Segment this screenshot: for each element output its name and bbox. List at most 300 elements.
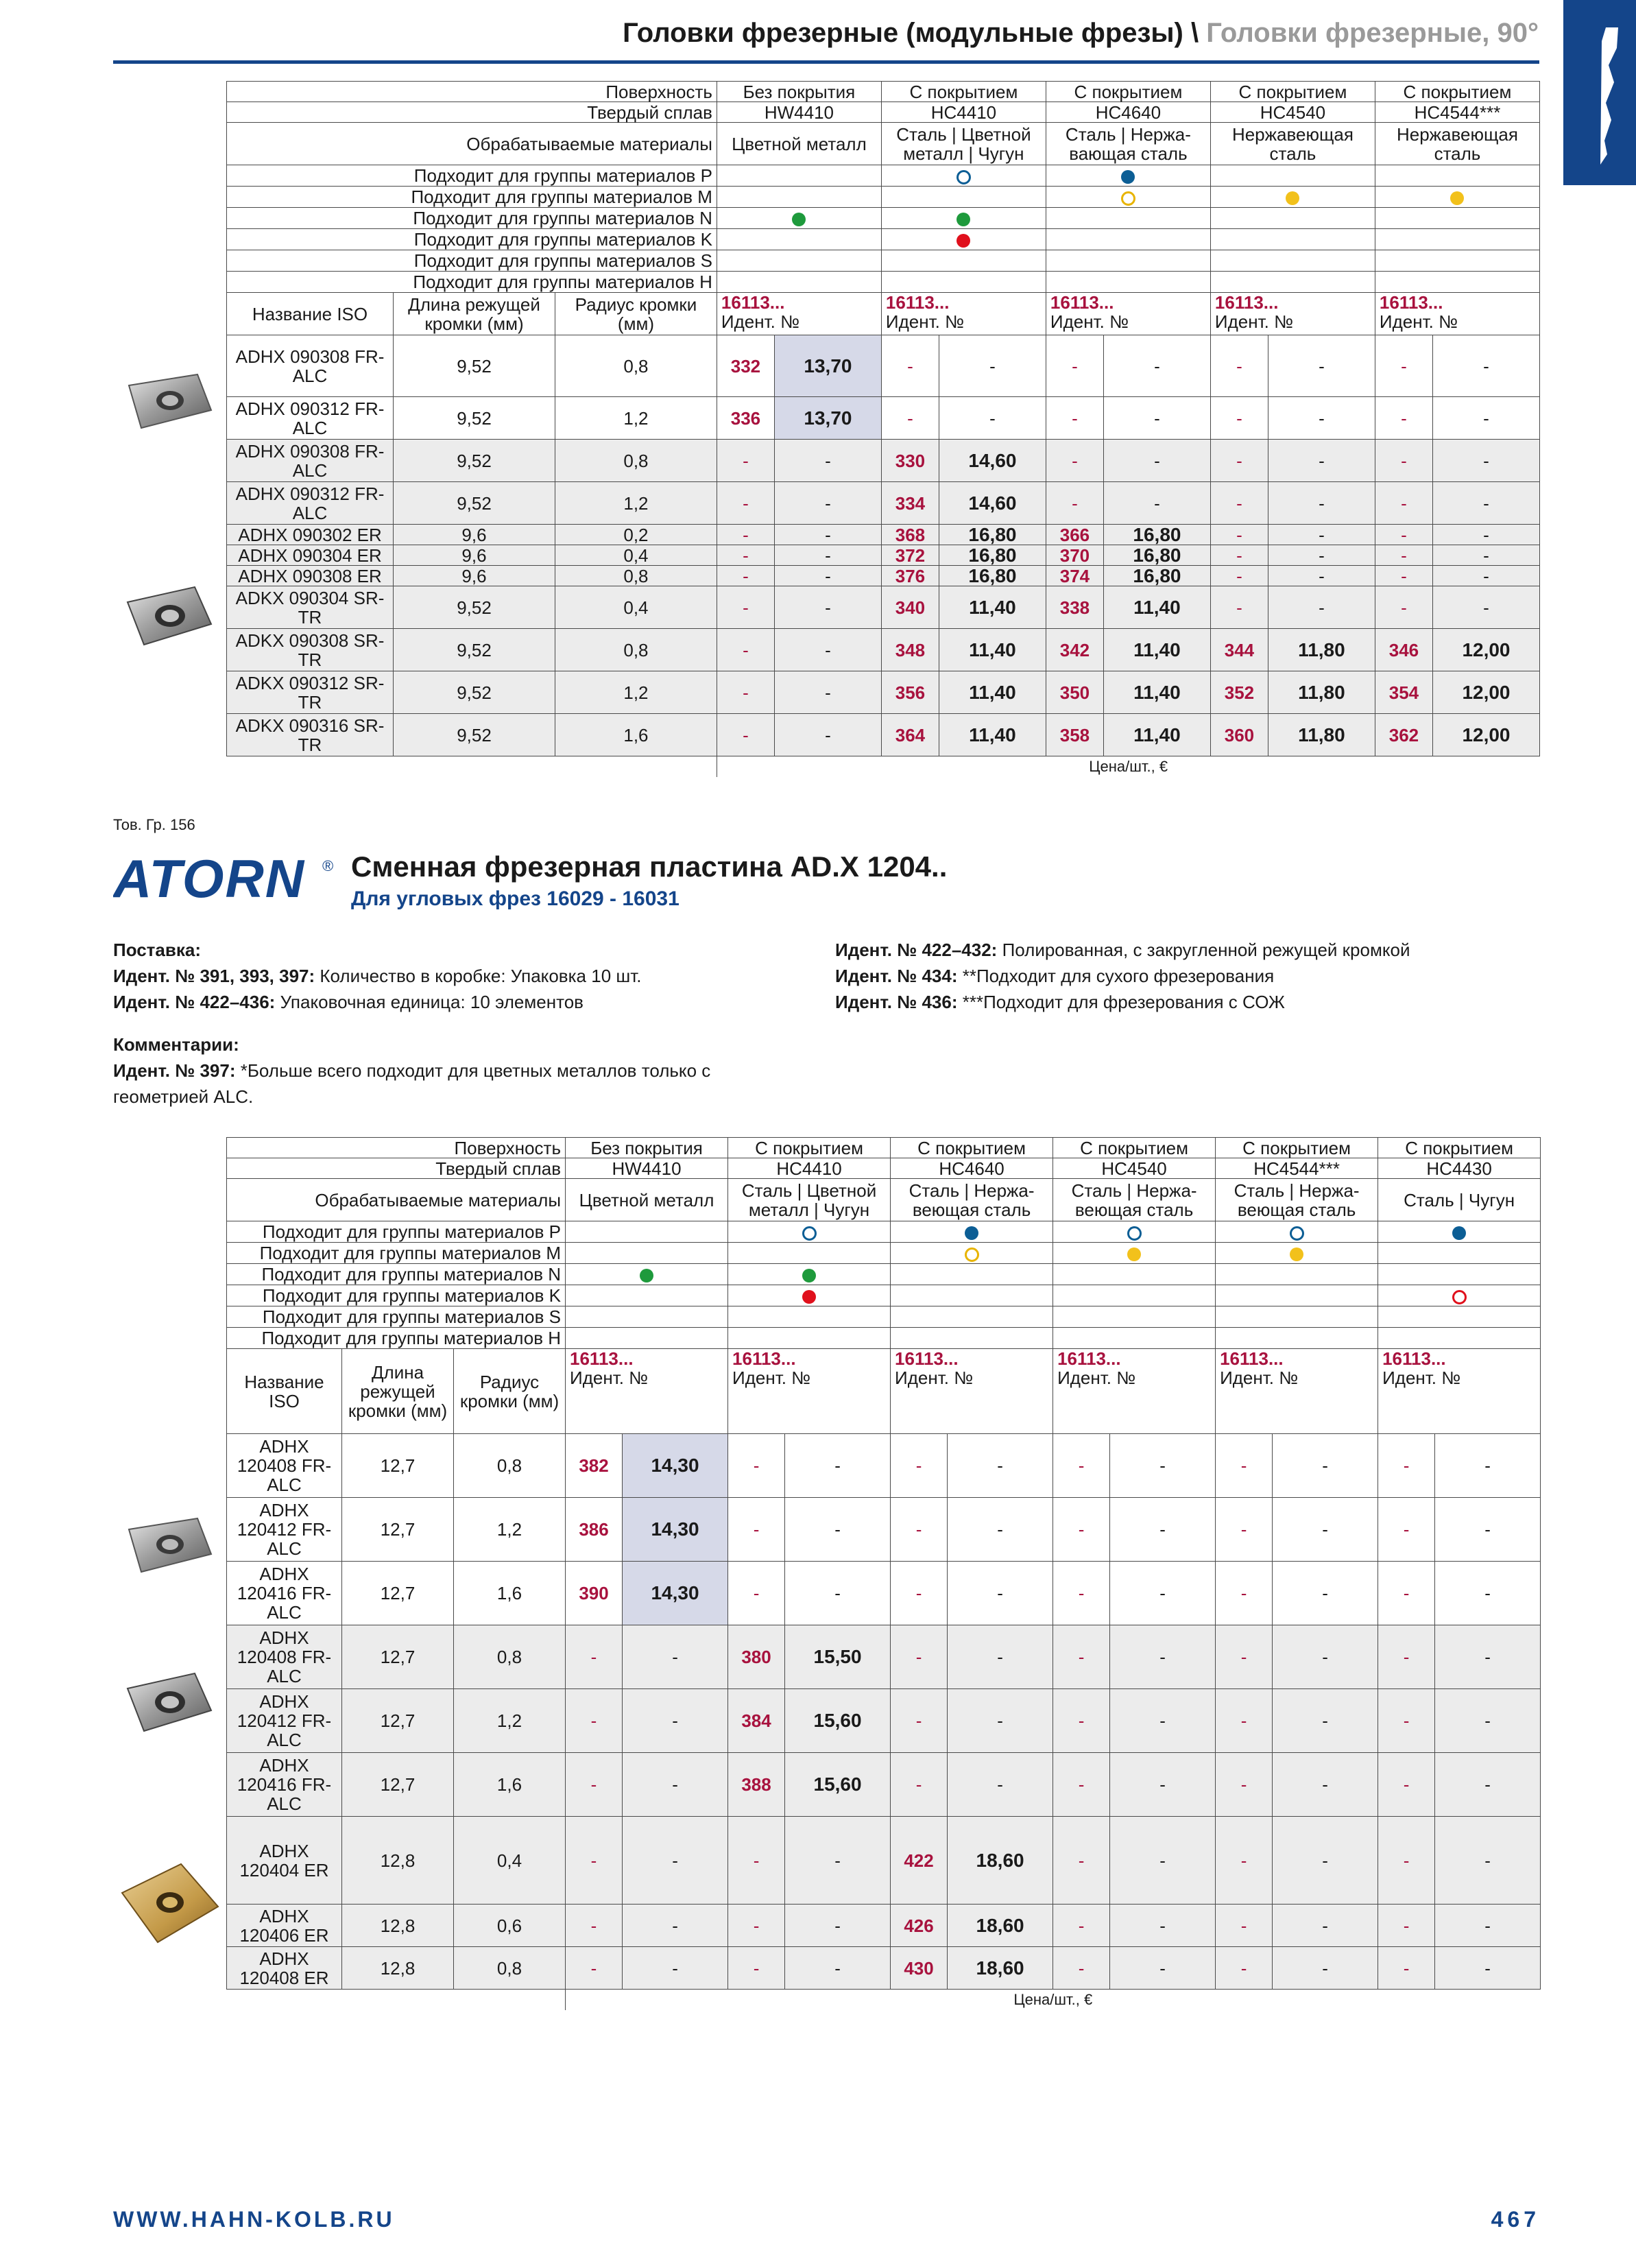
ident-number: -	[891, 1753, 948, 1817]
iso-name: ADHX 120412 FR-ALC	[227, 1689, 342, 1753]
footer-url[interactable]: WWW.HAHN-KOLB.RU	[113, 2207, 395, 2232]
ident-number: 376	[881, 566, 939, 586]
corner-radius: 1,2	[454, 1498, 566, 1562]
material-group-label: Подходит для группы материалов N	[227, 1264, 566, 1285]
header-cell: С покрытием	[1378, 1138, 1541, 1158]
price: -	[785, 1434, 891, 1498]
suitability-cell	[1053, 1221, 1216, 1243]
cutting-length: 12,8	[342, 1947, 454, 1990]
suitability-cell	[1053, 1264, 1216, 1285]
suitability-cell	[1375, 229, 1539, 250]
ident-number: -	[566, 1947, 623, 1990]
header-cell: Сталь | Нержа-веющая сталь	[891, 1179, 1053, 1221]
header-cell: Цветной металл	[717, 123, 881, 165]
material-group-row	[227, 165, 1540, 187]
suitability-cell	[891, 1328, 1053, 1349]
price: -	[1103, 335, 1210, 397]
price: 11,40	[1103, 629, 1210, 671]
iso-name: ADHX 120404 ER	[227, 1817, 342, 1905]
col-header-ident	[881, 293, 1046, 335]
price: -	[1268, 525, 1375, 545]
header-cell: С покрытием	[881, 82, 1046, 102]
price-note: Цена/шт., €	[566, 1990, 1541, 2010]
ident-number: 342	[1046, 629, 1103, 671]
ident-number: -	[1375, 397, 1432, 440]
ident-number: -	[1210, 586, 1268, 629]
price: -	[785, 1562, 891, 1625]
suitability-dot-icon	[1452, 1226, 1466, 1240]
price: -	[1432, 545, 1539, 566]
corner-radius: 1,2	[454, 1689, 566, 1753]
iso-name: ADKX 090316 SR-TR	[227, 714, 394, 756]
price: -	[1268, 566, 1375, 586]
price: 15,50	[785, 1625, 891, 1689]
ident-number: 332	[717, 335, 774, 397]
ident-label: Идент. №	[732, 1368, 811, 1388]
material-group-row	[227, 1243, 1541, 1264]
iso-name: ADHX 090308 ER	[227, 566, 394, 586]
header-title-sub: Головки фрезерные, 90°	[1206, 18, 1539, 48]
header-cell: HC4640	[891, 1158, 1053, 1179]
material-group-label: Подходит для группы материалов M	[227, 187, 717, 208]
suitability-cell	[881, 250, 1046, 272]
ident-number: -	[1216, 1562, 1273, 1625]
table-row[interactable]	[227, 586, 1540, 629]
table-row[interactable]	[227, 1562, 1541, 1625]
article-prefix: 16113...	[1050, 292, 1114, 313]
suitability-cell	[566, 1243, 728, 1264]
price: 11,80	[1268, 714, 1375, 756]
note-line: Идент. № 436: ***Подходит для фрезерования с СОЖ	[835, 992, 1285, 1012]
suitability-dot-icon	[1452, 1290, 1467, 1304]
price: 14,60	[939, 440, 1046, 482]
ident-number: -	[1053, 1947, 1110, 1990]
suitability-cell	[881, 229, 1046, 250]
corner-radius: 0,8	[454, 1947, 566, 1990]
ident-number: -	[717, 714, 774, 756]
material-group-row	[227, 208, 1540, 229]
corner-radius: 0,4	[555, 545, 717, 566]
price: -	[785, 1498, 891, 1562]
price: -	[939, 397, 1046, 440]
cutting-length: 9,6	[394, 525, 555, 545]
table-row[interactable]	[227, 671, 1540, 714]
material-group-label: Подходит для группы материалов K	[227, 229, 717, 250]
corner-radius: 1,6	[555, 714, 717, 756]
note-line: Идент. № 391, 393, 397: Количество в коробке: Упаковка 10 шт.	[113, 966, 642, 986]
price: 15,60	[785, 1689, 891, 1753]
ident-number: -	[1375, 566, 1432, 586]
ident-number: 338	[1046, 586, 1103, 629]
header-cell: Сталь | Нержа-вающая сталь	[1046, 123, 1210, 165]
table-row[interactable]	[227, 335, 1540, 397]
ident-number: -	[1210, 545, 1268, 566]
product-table-1	[226, 81, 1540, 777]
price: 16,80	[939, 545, 1046, 566]
note-line: Идент. № 434: **Подходит для сухого фрезерования	[835, 966, 1275, 986]
note-line: геометрией ALC.	[113, 1086, 254, 1107]
price: -	[1110, 1434, 1216, 1498]
ident-number: -	[728, 1562, 785, 1625]
price: -	[1273, 1753, 1378, 1817]
note-line: Комментарии:	[113, 1034, 239, 1055]
table-row[interactable]	[227, 714, 1540, 756]
suitability-cell	[717, 187, 881, 208]
header-cell: HW4410	[566, 1158, 728, 1179]
suitability-cell	[728, 1243, 891, 1264]
ident-number: 386	[566, 1498, 623, 1562]
price: -	[1110, 1625, 1216, 1689]
ident-number: -	[1210, 397, 1268, 440]
ident-number: 364	[881, 714, 939, 756]
suitability-cell	[566, 1285, 728, 1306]
material-group-label: Подходит для группы материалов H	[227, 1328, 566, 1349]
price: -	[1110, 1905, 1216, 1947]
material-group-label: Подходит для группы материалов M	[227, 1243, 566, 1264]
price: 15,60	[785, 1753, 891, 1817]
suitability-cell	[1375, 208, 1539, 229]
ident-label: Идент. №	[1214, 311, 1293, 332]
article-prefix: 16113...	[1057, 1348, 1121, 1369]
suitability-cell	[717, 272, 881, 293]
ident-number: -	[717, 586, 774, 629]
suitability-dot-icon	[802, 1226, 817, 1241]
ident-number: -	[1210, 335, 1268, 397]
suitability-dot-icon	[802, 1290, 816, 1304]
suitability-cell	[717, 208, 881, 229]
ident-number: -	[1378, 1753, 1435, 1817]
table-row[interactable]	[227, 1498, 1541, 1562]
suitability-cell	[891, 1285, 1053, 1306]
price: -	[939, 335, 1046, 397]
suitability-cell	[881, 208, 1046, 229]
table-row[interactable]	[227, 1905, 1541, 1947]
ident-number: -	[1216, 1817, 1273, 1905]
suitability-cell	[1210, 250, 1375, 272]
price: -	[1435, 1753, 1541, 1817]
header-cell: HC4540	[1210, 102, 1375, 123]
material-group-label: Подходит для группы материалов P	[227, 165, 717, 187]
iso-name: ADHX 120412 FR-ALC	[227, 1498, 342, 1562]
price: -	[1273, 1562, 1378, 1625]
ident-number: -	[1375, 482, 1432, 525]
insert-image-adhx-1204-er	[115, 1859, 225, 1948]
price: -	[785, 1817, 891, 1905]
header-cell: С покрытием	[728, 1138, 891, 1158]
ident-number: 334	[881, 482, 939, 525]
iso-name: ADHX 120408 FR-ALC	[227, 1625, 342, 1689]
table-row[interactable]	[227, 1947, 1541, 1990]
suitability-dot-icon	[640, 1269, 653, 1282]
col-header-ident	[1375, 293, 1539, 335]
suitability-dot-icon	[1121, 170, 1135, 184]
price: 16,80	[1103, 545, 1210, 566]
insert-image-adhx-1204-coated	[121, 1668, 217, 1736]
suitability-cell	[1210, 187, 1375, 208]
price: -	[785, 1905, 891, 1947]
article-prefix: 16113...	[1214, 292, 1279, 313]
table-row[interactable]	[227, 566, 1540, 586]
table-row[interactable]	[227, 1817, 1541, 1905]
ident-number: -	[891, 1689, 948, 1753]
suitability-cell	[1046, 208, 1210, 229]
ident-number: 362	[1375, 714, 1432, 756]
corner-radius: 1,6	[454, 1562, 566, 1625]
price: -	[1268, 440, 1375, 482]
suitability-cell	[717, 250, 881, 272]
ident-number: 352	[1210, 671, 1268, 714]
price: -	[1435, 1817, 1541, 1905]
iso-name: ADHX 090312 FR-ALC	[227, 482, 394, 525]
price: 14,30	[623, 1434, 728, 1498]
header-label: Поверхность	[227, 1138, 566, 1158]
header-rule	[113, 60, 1539, 64]
price: 12,00	[1432, 714, 1539, 756]
table-row[interactable]	[227, 397, 1540, 440]
cutting-length: 9,52	[394, 629, 555, 671]
header-separator: \	[1191, 18, 1199, 48]
iso-name: ADHX 120416 FR-ALC	[227, 1753, 342, 1817]
ident-number: 372	[881, 545, 939, 566]
suitability-dot-icon	[965, 1248, 979, 1262]
col-header-ident	[891, 1349, 1053, 1434]
price: 16,80	[939, 566, 1046, 586]
suitability-cell	[1053, 1328, 1216, 1349]
material-group-row	[227, 1306, 1541, 1328]
price: -	[948, 1434, 1053, 1498]
suitability-cell	[1216, 1243, 1378, 1264]
corner-radius: 0,8	[555, 629, 717, 671]
article-prefix: 16113...	[570, 1348, 634, 1369]
header-label: Твердый сплав	[227, 102, 717, 123]
ident-number: -	[1216, 1689, 1273, 1753]
notes-right	[835, 937, 1410, 1015]
price: -	[1273, 1498, 1378, 1562]
price: -	[1432, 397, 1539, 440]
suitability-cell	[891, 1264, 1053, 1285]
ident-number: 356	[881, 671, 939, 714]
suitability-cell	[1216, 1306, 1378, 1328]
price: 13,70	[774, 397, 881, 440]
cutting-length: 9,6	[394, 545, 555, 566]
col-header-ident	[728, 1349, 891, 1434]
table-row[interactable]	[227, 1753, 1541, 1817]
header-row	[227, 123, 1540, 165]
ident-number: 346	[1375, 629, 1432, 671]
price: -	[1432, 586, 1539, 629]
corner-radius: 0,4	[555, 586, 717, 629]
ident-number: -	[891, 1498, 948, 1562]
ident-number: -	[728, 1817, 785, 1905]
price-note-row	[227, 1990, 1541, 2010]
cutting-length: 9,6	[394, 566, 555, 586]
price: -	[774, 440, 881, 482]
ident-number: -	[1378, 1905, 1435, 1947]
header-cell: С покрытием	[1053, 1138, 1216, 1158]
cutting-length: 9,52	[394, 482, 555, 525]
iso-name: ADHX 120408 ER	[227, 1947, 342, 1990]
table-row[interactable]	[227, 1689, 1541, 1753]
suitability-cell	[566, 1328, 728, 1349]
price: 18,60	[948, 1905, 1053, 1947]
ident-label: Идент. №	[895, 1368, 974, 1388]
price: -	[774, 714, 881, 756]
atorn-logo	[113, 850, 339, 905]
material-group-row	[227, 1264, 1541, 1285]
table-row[interactable]	[227, 545, 1540, 566]
price: -	[774, 629, 881, 671]
table-row[interactable]	[227, 482, 1540, 525]
price: -	[1435, 1947, 1541, 1990]
suitability-dot-icon	[1290, 1226, 1304, 1241]
article-prefix: 16113...	[885, 292, 950, 313]
material-group-row	[227, 272, 1540, 293]
price: -	[774, 482, 881, 525]
cutting-length: 9,52	[394, 397, 555, 440]
header-cell: С покрытием	[891, 1138, 1053, 1158]
table-row[interactable]	[227, 440, 1540, 482]
suitability-cell	[1046, 272, 1210, 293]
header-cell: Сталь | Чугун	[1378, 1179, 1541, 1221]
material-group-row	[227, 1221, 1541, 1243]
ident-number: -	[1375, 335, 1432, 397]
header-cell: Сталь | Нержа-веющая сталь	[1053, 1179, 1216, 1221]
header-cell: HC4540	[1053, 1158, 1216, 1179]
price: -	[1435, 1689, 1541, 1753]
ident-number: 366	[1046, 525, 1103, 545]
header-row	[227, 82, 1540, 102]
ident-number: -	[717, 525, 774, 545]
header-cell: HC4544***	[1375, 102, 1539, 123]
price: 11,40	[939, 629, 1046, 671]
price: -	[1435, 1498, 1541, 1562]
iso-name: ADHX 120406 ER	[227, 1905, 342, 1947]
price: 14,60	[939, 482, 1046, 525]
ident-number: -	[891, 1625, 948, 1689]
cutting-length: 12,7	[342, 1753, 454, 1817]
ident-number: -	[1378, 1689, 1435, 1753]
ident-label: Идент. №	[885, 311, 964, 332]
article-prefix: 16113...	[732, 1348, 796, 1369]
price: -	[1435, 1434, 1541, 1498]
price: -	[1103, 397, 1210, 440]
suitability-dot-icon	[1290, 1248, 1303, 1261]
section-subtitle: Для угловых фрез 16029 - 16031	[351, 887, 679, 910]
suitability-cell	[1216, 1285, 1378, 1306]
suitability-cell	[728, 1264, 891, 1285]
page-number: 467	[1491, 2207, 1540, 2232]
price: -	[774, 671, 881, 714]
price: 11,40	[939, 671, 1046, 714]
suitability-cell	[1378, 1221, 1541, 1243]
header-cell: HC4410	[881, 102, 1046, 123]
header-cell: Нержавеющая сталь	[1210, 123, 1375, 165]
ident-number: 426	[891, 1905, 948, 1947]
ident-number: -	[1378, 1434, 1435, 1498]
ident-number: -	[1046, 335, 1103, 397]
ident-number: -	[1210, 482, 1268, 525]
ident-number: -	[717, 440, 774, 482]
ident-label: Идент. №	[570, 1368, 649, 1388]
ident-number: 360	[1210, 714, 1268, 756]
suitability-cell	[1053, 1306, 1216, 1328]
price: -	[948, 1625, 1053, 1689]
iso-name: ADHX 090304 ER	[227, 545, 394, 566]
material-group-label: Подходит для группы материалов P	[227, 1221, 566, 1243]
suitability-cell	[566, 1264, 728, 1285]
col-header-ident	[566, 1349, 728, 1434]
price-note-row	[227, 756, 1540, 777]
section-title: Сменная фрезерная пластина AD.X 1204..	[351, 850, 948, 883]
table-row[interactable]	[227, 1625, 1541, 1689]
ident-number: -	[1216, 1753, 1273, 1817]
ident-number: -	[1053, 1817, 1110, 1905]
price: 11,80	[1268, 671, 1375, 714]
ident-number: -	[881, 397, 939, 440]
header-cell: HC4430	[1378, 1158, 1541, 1179]
table-row[interactable]	[227, 629, 1540, 671]
price: -	[1273, 1434, 1378, 1498]
price: -	[623, 1753, 728, 1817]
cutting-length: 12,7	[342, 1434, 454, 1498]
price: -	[1432, 566, 1539, 586]
suitability-cell	[1216, 1221, 1378, 1243]
ident-number: 430	[891, 1947, 948, 1990]
price: -	[774, 525, 881, 545]
ident-number: 390	[566, 1562, 623, 1625]
table-row[interactable]	[227, 525, 1540, 545]
ident-number: -	[1046, 440, 1103, 482]
ident-number: -	[1053, 1625, 1110, 1689]
col-header-ident	[1378, 1349, 1541, 1434]
price: -	[774, 545, 881, 566]
suitability-cell	[1378, 1285, 1541, 1306]
material-group-row	[227, 250, 1540, 272]
price: 12,00	[1432, 671, 1539, 714]
cutting-length: 9,52	[394, 671, 555, 714]
ident-label: Идент. №	[1382, 1368, 1461, 1388]
price: 16,80	[939, 525, 1046, 545]
ident-number: -	[891, 1562, 948, 1625]
price: -	[1273, 1905, 1378, 1947]
price: -	[1273, 1625, 1378, 1689]
iso-name: ADKX 090312 SR-TR	[227, 671, 394, 714]
price: -	[1110, 1562, 1216, 1625]
ident-number: -	[1053, 1434, 1110, 1498]
suitability-cell	[1046, 250, 1210, 272]
cutting-length: 9,52	[394, 440, 555, 482]
col-header-ident	[717, 293, 881, 335]
ident-number: -	[1216, 1498, 1273, 1562]
price: 11,40	[1103, 714, 1210, 756]
price: 11,40	[939, 714, 1046, 756]
price: -	[623, 1689, 728, 1753]
suitability-cell	[1375, 187, 1539, 208]
iso-name: ADHX 090302 ER	[227, 525, 394, 545]
iso-name: ADKX 090308 SR-TR	[227, 629, 394, 671]
price: -	[1268, 545, 1375, 566]
header-row	[227, 1179, 1541, 1221]
header-cell: Сталь | Цветной металл | Чугун	[728, 1179, 891, 1221]
suitability-cell	[891, 1243, 1053, 1264]
price: -	[623, 1947, 728, 1990]
ident-number: -	[1375, 545, 1432, 566]
table-row[interactable]	[227, 1434, 1541, 1498]
suitability-dot-icon	[957, 213, 970, 226]
cutting-length: 12,7	[342, 1498, 454, 1562]
ident-number: -	[566, 1625, 623, 1689]
suitability-dot-icon	[1450, 191, 1464, 205]
